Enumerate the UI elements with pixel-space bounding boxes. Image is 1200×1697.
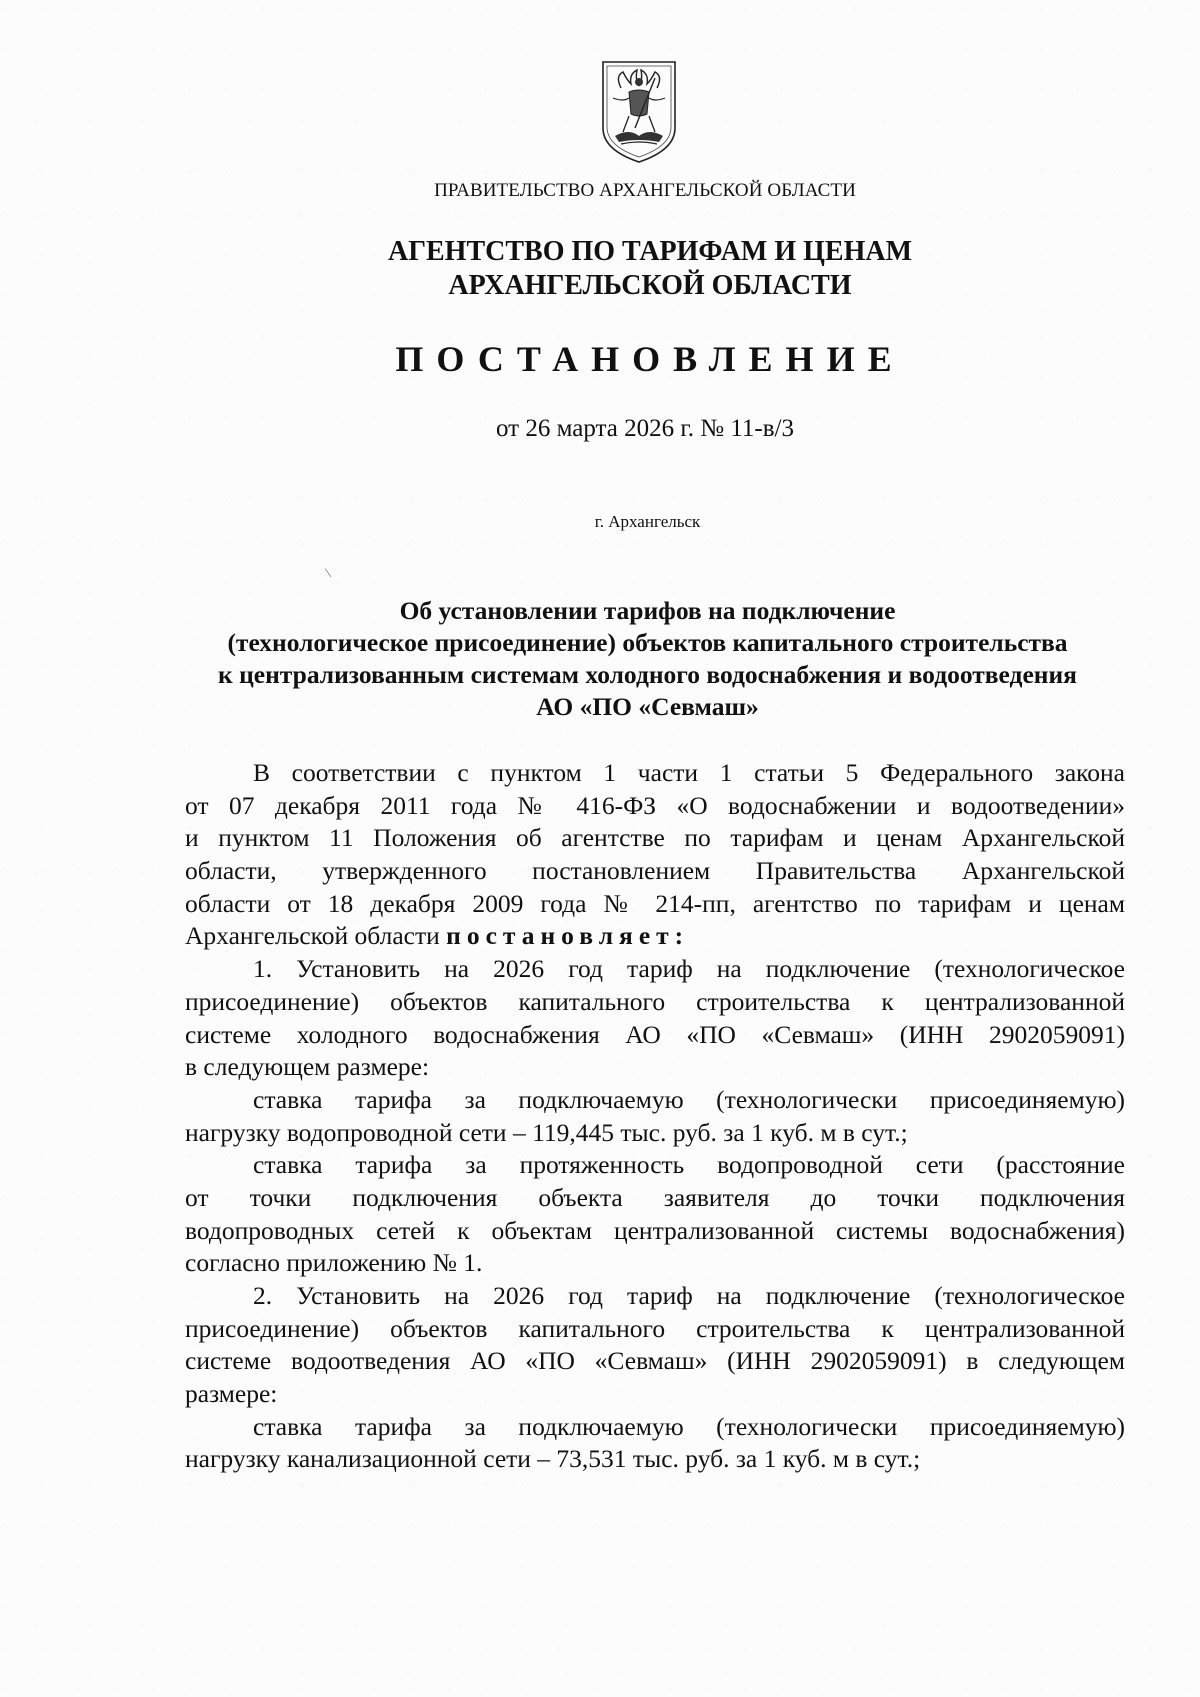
body-text: Архангельской области <box>185 921 447 951</box>
body-line: согласно приложению № 1. <box>185 1248 483 1278</box>
body-line: присоединение) объектов капитального строительства к централизованной <box>185 1313 1125 1343</box>
body-line: системе водоотведения АО «ПО «Севмаш» (ИНН 2902059091) в следующем <box>185 1346 1125 1376</box>
agency-name-line2: АРХАНГЕЛЬСКОЙ ОБЛАСТИ <box>448 270 852 301</box>
document-title <box>0 595 1200 723</box>
body-line: и пунктом 11 Положения об агентстве по тарифам и ценам Архангельской <box>185 823 1125 853</box>
body-line: размере: <box>185 1379 278 1409</box>
government-name: ПРАВИТЕЛЬСТВО АРХАНГЕЛЬСКОЙ ОБЛАСТИ <box>434 180 856 201</box>
title-line: Об установлении тарифов на подключение <box>399 596 896 625</box>
body-line: ставка тарифа за подключаемую (технологически присоединяемую) <box>253 1084 1125 1114</box>
title-line: (технологическое присоединение) объектов капитального строительства <box>227 628 1068 657</box>
body-line: 2. Установить на 2026 год тариф на подключение (технологическое <box>253 1281 1125 1310</box>
body-line: системе холодного водоснабжения АО «ПО «Севмаш» (ИНН 2902059091) <box>185 1019 1125 1049</box>
coat-of-arms-icon <box>599 58 679 166</box>
document-type: ПОСТАНОВЛЕНИЕ <box>395 339 905 379</box>
resolution-keyword: постановляет: <box>446 921 690 951</box>
body-line: 1. Установить на 2026 год тариф на подключение (технологическое <box>253 954 1125 984</box>
body-line: в следующем размере: <box>185 1052 430 1082</box>
body-line: от 07 декабря 2011 года № 416-ФЗ «О водоснабжении и водоотведении» <box>185 790 1125 820</box>
body-line: нагрузку водопроводной сети – 119,445 тыс. руб. за 1 куб. м в сут.; <box>185 1117 908 1147</box>
body-line: ставка тарифа за подключаемую (технологически присоединяемую) <box>253 1411 1125 1441</box>
body-line: области, утвержденного постановлением Правительства Архангельской <box>185 856 1125 886</box>
body-line: водопроводных сетей к объектам централизованной системы водоснабжения) <box>185 1215 1125 1245</box>
body-line: В соответствии с пунктом 1 части 1 статьи 5 Федерального закона <box>253 758 1125 787</box>
body-line <box>185 920 1125 953</box>
document-body <box>185 757 1125 1476</box>
body-line: нагрузку канализационной сети – 73,531 тыс. руб. за 1 куб. м в сут.; <box>185 1444 921 1474</box>
body-line: области от 18 декабря 2009 года № 214-пп, агентство по тарифам и ценам <box>185 888 1125 918</box>
document-date-number: от 26 марта 2026 г. № 11-в/3 <box>495 415 795 442</box>
title-line: АО «ПО «Севмаш» <box>536 692 759 721</box>
title-line: к централизованным системам холодного водоснабжения и водоотведения <box>218 660 1077 689</box>
body-line: присоединение) объектов капитального строительства к централизованной <box>185 986 1125 1016</box>
body-line: ставка тарифа за протяженность водопроводной сети (расстояние <box>253 1150 1125 1180</box>
scan-artifact <box>325 565 336 577</box>
document-city: г. Архангельск <box>594 512 701 531</box>
agency-name-line1: АГЕНТСТВО ПО ТАРИФАМ И ЦЕНАМ <box>387 236 913 267</box>
body-line: от точки подключения объекта заявителя до точки подключения <box>185 1182 1125 1212</box>
agency-name <box>0 235 1200 303</box>
